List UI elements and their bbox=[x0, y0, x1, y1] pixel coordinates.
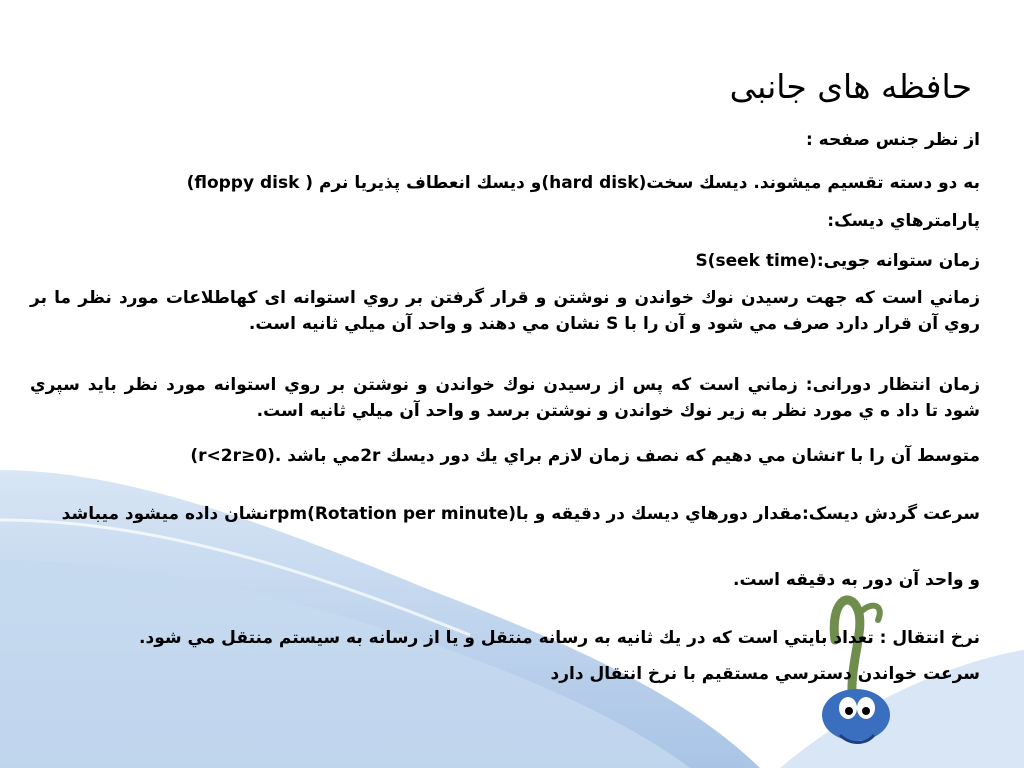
text-paragraph-seek: زماني است كه جهت رسيدن نوك خواندن و نوشتن و قرار گرفتن بر روي استوانه ای كهاطلاعات مورد نظر ما بر روي آن قرار دارد صرف مي شود و آن را با S نشان مي دهند و واحد آن ميلي ثانيه است. bbox=[30, 288, 980, 334]
text-line-unit: و واحد آن دور به دقيقه است. bbox=[733, 570, 980, 590]
text-line-2: به دو دسته تقسيم ميشوند. ديسك سخت(hard disk)و ديسك انعطاف پذيريا نرم ( floppy disk) bbox=[186, 173, 980, 193]
text-line-average: متوسط آن را با rنشان مي دهيم كه نصف زمان لازم براي يك دور ديسك 2rمي باشد .(0≤r<2r) bbox=[190, 446, 980, 466]
text-paragraph-latency: زمان انتظار دورانی: زماني است كه پس از رسيدن نوك خواندن و نوشتن بر روي استوانه مورد نظر بايد سپري شود تا داد ه ي مورد نظر به زير نوك خواندن و نوشتن برسد و واحد آن ميلي ثانيه است. bbox=[30, 375, 980, 421]
text-line-1: از نظر جنس صفحه : bbox=[805, 130, 980, 150]
text-paragraph-rotation: سرعت گردش ديسک:مقدار دورهاي ديسك در دقيقه و با(Rotation per minute)rpmنشان داده ميشود ميباشد bbox=[61, 504, 980, 524]
text-line-4: زمان ستوانه جويی:S(seek time) bbox=[695, 251, 980, 271]
slide-title: حافظه های جانبی bbox=[729, 67, 972, 106]
text-line-transfer-rate: نرخ انتقال : تعداد بايتي است كه در يك ثانيه به رسانه منتقل و يا از رسانه به سيستم منتقل مي شود. bbox=[139, 628, 980, 648]
text-line-read-speed: سرعت خواندن دسترسي مستقيم با نرخ انتقال دارد bbox=[550, 664, 980, 684]
text-line-3: پارامترهاي ديسک: bbox=[827, 211, 980, 231]
